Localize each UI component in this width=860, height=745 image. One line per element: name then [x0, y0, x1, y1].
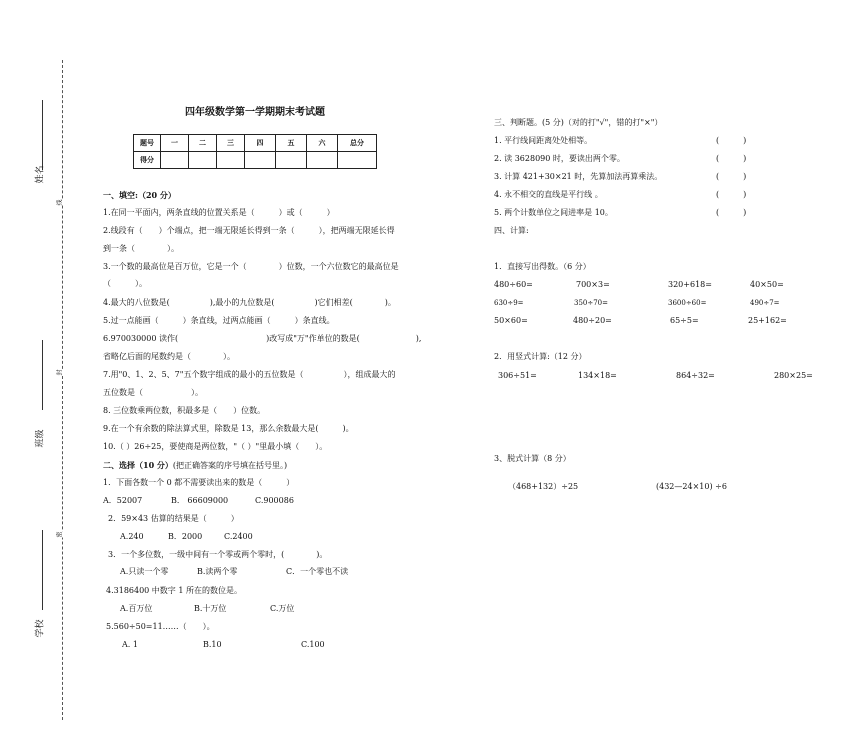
- judge-answer-3[interactable]: ( ): [716, 172, 747, 181]
- calc-item: 630÷9=: [494, 299, 524, 307]
- score-table-cell: 一: [161, 135, 189, 152]
- judge-answer-5[interactable]: ( ): [716, 208, 747, 217]
- school-label: 学校: [35, 619, 46, 638]
- exam-title: 四年级数学第一学期期末考试题: [185, 107, 325, 118]
- calc-item: 490÷7=: [750, 299, 780, 307]
- question-3-line-2: （ ）。: [103, 279, 147, 288]
- score-input-cell[interactable]: [217, 152, 245, 169]
- seal-mark-secret: 密: [56, 531, 64, 538]
- score-table-cell: 三: [217, 135, 245, 152]
- choice-1-option-b: B． 66609000: [171, 496, 229, 505]
- choice-2-option-b: B．2000: [168, 532, 203, 541]
- calc-item: 3600÷60=: [668, 299, 707, 307]
- judge-answer-4[interactable]: ( ): [716, 190, 747, 199]
- question-2-line-2: 到一条（ ）。: [103, 244, 179, 253]
- question-7-line-1: 7.用"0、1、2、5、7"五个数字组成的最小的五位数是（ ），组成最大的: [103, 370, 396, 379]
- section-choice-title: [103, 460, 287, 471]
- question-5: 5.过一点能画（ ）条直线，过两点能画（ ）条直线。: [103, 316, 335, 325]
- question-3-line-1: 3.一个数的最高位是百万位，它是一个（ ）位数，一个六位数它的最高位是: [103, 262, 399, 271]
- vertical-calc-item: 134×18=: [578, 371, 617, 380]
- score-input-cell[interactable]: [276, 152, 307, 169]
- choice-5-option-c: C.100: [301, 640, 325, 649]
- score-table-cell: 得分: [134, 152, 161, 169]
- choice-1: 1．下面各数一个 0 都不需要读出来的数是（ ）: [103, 478, 295, 487]
- calc-item: 700×3=: [576, 280, 610, 289]
- choice-2-option-c: C.2400: [224, 532, 253, 541]
- section-choice-note: (把正确答案的序号填在括号里。): [172, 461, 288, 470]
- choice-3-option-c: C．一个零也不读: [286, 567, 349, 576]
- score-table-cell: 题号: [134, 135, 161, 152]
- question-2-line-1: 2.线段有（ ）个端点，把一端无限延长得到一条（ ），把两端无限延长得: [103, 226, 395, 235]
- section-choice-heading: 二、选择（10 分）: [103, 460, 173, 470]
- choice-2: 2．59×43 估算的结果是（ ）: [108, 514, 239, 523]
- question-8: 8. 三位数乘两位数，积最多是（ ）位数。: [103, 406, 266, 415]
- choice-3-option-b: B.读两个零: [197, 567, 238, 576]
- choice-4: 4.3186400 中数字 1 所在的数位是。: [106, 586, 242, 595]
- question-7-line-2: 五位数是（ ）。: [103, 388, 203, 397]
- seal-mark-line: 线: [56, 199, 64, 206]
- class-underline: [42, 340, 43, 410]
- calc-item: 320+618=: [668, 280, 712, 289]
- judge-item-5: 5. 两个计数单位之间进率是 10。: [494, 208, 613, 217]
- vertical-calc-item: 306÷51=: [498, 371, 537, 380]
- choice-5-option-a: A. 1: [122, 640, 138, 649]
- judge-item-2: 2. 读 3628090 时，要读出两个零。: [494, 154, 625, 163]
- calc-part-3-title: 3、脱式计算（8 分）: [494, 454, 571, 463]
- choice-1-option-a: A．52007: [103, 496, 143, 505]
- question-6-line-1: 6.970030000 读作( )改写成"万"作单位的数是( ),: [103, 334, 422, 343]
- choice-4-option-c: C.万位: [270, 604, 295, 613]
- calc-item: 350÷70=: [574, 299, 608, 307]
- class-label: 班级: [35, 429, 46, 448]
- calc-item: 25+162=: [748, 316, 787, 325]
- seal-mark-seal: 封: [56, 369, 64, 376]
- judge-item-3: 3. 计算 421+30×21 时，先算加法再算乘法。: [494, 172, 663, 181]
- choice-2-option-a: A.240: [120, 532, 144, 541]
- score-input-cell[interactable]: [189, 152, 217, 169]
- vertical-calc-item: 864÷32=: [676, 371, 715, 380]
- vertical-calc-item: 280×25=: [774, 371, 813, 380]
- step-calc-item: （468+132）÷25: [508, 482, 579, 491]
- score-table-cell: 二: [189, 135, 217, 152]
- judge-answer-1[interactable]: ( ): [716, 136, 747, 145]
- choice-1-option-c: C.900086: [255, 496, 294, 505]
- choice-5: 5.560÷50=11……（ ）。: [106, 622, 215, 631]
- calc-part-1-title: 1．直接写出得数。（6 分）: [494, 262, 591, 271]
- section-judge-title: 三、判断题。(5 分)（对的打"√"，错的打"×"）: [494, 118, 663, 127]
- section-fill-blank-title: 一、填空:（20 分）: [103, 190, 176, 200]
- judge-item-1: 1. 平行线间距离处处相等。: [494, 136, 593, 145]
- step-calc-item: (432—24×10) ÷6: [656, 482, 727, 491]
- choice-4-option-b: B.十万位: [194, 604, 227, 613]
- score-table-header-row: [134, 135, 377, 152]
- choice-3: 3．一个多位数，一级中间有一个零或两个零时，( )。: [108, 550, 328, 559]
- choice-4-option-a: A.百万位: [120, 604, 153, 613]
- score-table-cell: 五: [276, 135, 307, 152]
- score-input-cell[interactable]: [307, 152, 338, 169]
- choice-3-option-a: A.只读一个零: [120, 567, 169, 576]
- name-underline: [42, 100, 43, 170]
- question-9: 9.在一个有余数的除法算式里，除数是 13，那么余数最大是( )。: [103, 424, 354, 433]
- judge-answer-2[interactable]: ( ): [716, 154, 747, 163]
- score-table-cell: 四: [245, 135, 276, 152]
- score-input-cell[interactable]: [338, 152, 377, 169]
- calc-item: 50×60=: [494, 316, 528, 325]
- calc-item: 65÷5=: [670, 316, 699, 325]
- calc-part-2-title: 2．用竖式计算:（12 分）: [494, 352, 587, 361]
- section-calc-title: 四、计算:: [494, 226, 529, 235]
- choice-5-option-b: B.10: [203, 640, 222, 649]
- calc-item: 480÷60=: [494, 280, 533, 289]
- score-table: [133, 134, 377, 169]
- name-label: 姓名: [35, 165, 46, 184]
- question-4: 4.最大的八位数是( ),最小的九位数是( )它们相差( )。: [103, 298, 396, 307]
- question-10: 10.（ ）26÷25，要使商是两位数，"（ ）"里最小填（ ）。: [103, 442, 328, 451]
- question-6-line-2: 省略亿后面的尾数约是（ ）。: [103, 352, 235, 361]
- score-table-cell: 总分: [338, 135, 377, 152]
- calc-item: 40×50=: [750, 280, 784, 289]
- school-underline: [42, 530, 43, 610]
- binding-dashed-line: [62, 60, 63, 720]
- score-table-cell: 六: [307, 135, 338, 152]
- calc-item: 480÷20=: [573, 316, 612, 325]
- score-table-score-row: [134, 152, 377, 169]
- judge-item-4: 4. 永不相交的直线是平行线 。: [494, 190, 603, 199]
- score-input-cell[interactable]: [161, 152, 189, 169]
- question-1: 1.在同一平面内，两条直线的位置关系是（ ）或（ ）: [103, 208, 335, 217]
- score-input-cell[interactable]: [245, 152, 276, 169]
